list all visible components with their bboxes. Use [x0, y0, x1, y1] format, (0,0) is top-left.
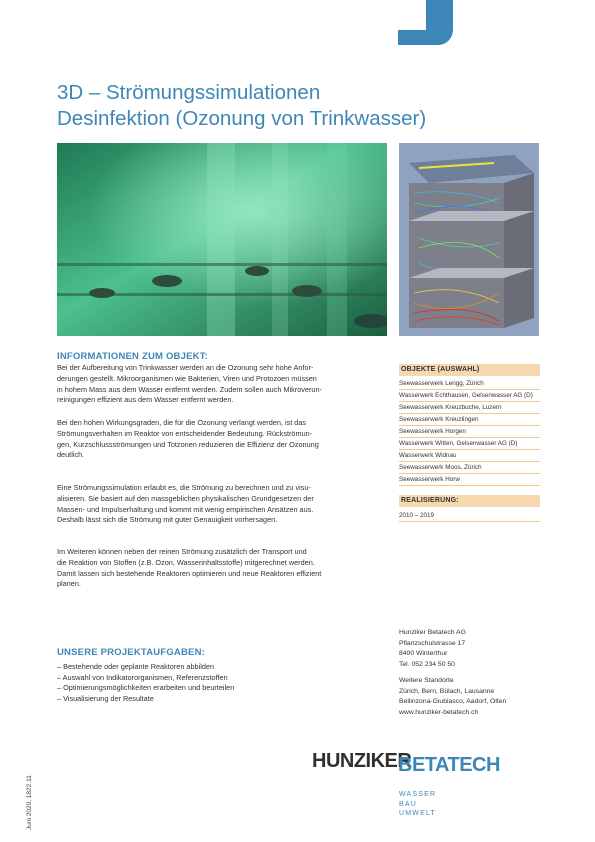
list-item: Wasserwerk Widnau — [399, 450, 540, 462]
list-item: Seewasserwerk Lengg, Zürich — [399, 378, 540, 390]
title-line-1: 3D – Strömungssimulationen — [57, 81, 321, 104]
phone: Tel. 052 234 50 50 — [399, 660, 455, 668]
list-item: Seewasserwerk Moos, Zürich — [399, 462, 540, 474]
info-paragraph-3: Eine Strömungssimulation erlaubt es, die Strömung zu berechnen und zu visu- alisieren. Sie basiert auf den massgeblichen physikalischen Grundgesetzen der Massen- und Impulserhaltung und kommt mit wenig empirischen Ansätzen aus. Deshalb lässt sich die Strömung mit guter Genauigkeit vorhersagen. — [57, 483, 314, 525]
realisierung-heading: REALISIERUNG: — [399, 495, 540, 507]
info-paragraph-4: Im Weiteren können neben der reinen Strömung zusätzlich der Transport und die Reaktion von Stoffen (z.B. Ozon, Wasserinhaltsstoffe) mitgerechnet werden. Damit lassen sich bestehende Reaktoren optimieren und neue Reaktoren effizient planen. — [57, 547, 322, 589]
page-title — [57, 80, 426, 132]
simulation-image — [399, 143, 539, 336]
company-logo — [312, 748, 504, 772]
locations-line-2: Bellinzona-Giubiasco, Aadorf, Olten — [399, 698, 507, 705]
tasks-heading: UNSERE PROJEKTAUFGABEN: — [57, 647, 205, 658]
realisierung-value: 2010 – 2019 — [399, 510, 540, 522]
logo-part-2: BETATECH — [398, 754, 500, 772]
list-item: Seewasserwerk Horgen — [399, 426, 540, 438]
locations-line-1: Zürich, Bern, Bülach, Lausanne — [399, 687, 495, 695]
tagline: WASSER BAU UMWELT — [399, 791, 437, 817]
info-paragraph-1: Bei der Aufbereitung von Trinkwasser werden an die Ozonung sehr hohe Anfor- derungen gestellt. Mikroorganismen wie Bakterien, Viren und Protozoen müssen in hohem Mass aus dem Wasser entfernt werden. Zudem sollen auch Mikroverun- reinigungen effizient aus dem Wasser entfernt werden. — [57, 363, 322, 405]
list-item: Wasserwerk Echthausen, Gelsenwasser AG (D) — [399, 390, 540, 402]
city: 8400 Winterthur — [399, 650, 448, 657]
tasks-list — [57, 662, 234, 704]
logo-part-1: HUNZIKER — [312, 750, 412, 772]
list-item: Seewasserwerk Kreuzlingen — [399, 414, 540, 426]
contact-block — [399, 628, 506, 718]
list-item: – Bestehende oder geplante Reaktoren abbilden — [57, 662, 215, 671]
list-item: Seewasserwerk Kreuzbuche, Luzern — [399, 402, 540, 414]
info-paragraph-2: Bei den hohen Wirkungsgraden, die für die Ozonung verlangt werden, ist das Strömungsverhalten im Reaktor von entscheidender Bedeutung. Rückströmun- gen, Kurzschlussströmungen und Totzonen reduzieren die Effizienz der Ozonung deutlich. — [57, 418, 319, 460]
title-line-2: Desinfektion (Ozonung von Trinkwasser) — [57, 107, 427, 130]
street: Pflanzschulstrasse 17 — [399, 639, 466, 647]
footer-date: Juni 2020, 1822.11 — [26, 775, 33, 830]
list-item: – Auswahl von Indikatororganismen, Referenzstoffen — [57, 672, 228, 682]
website-link[interactable]: www.hunziker-betatech.ch — [399, 708, 479, 716]
objects-heading: OBJEKTE (AUSWAHL) — [399, 364, 540, 376]
info-heading: INFORMATIONEN ZUM OBJEKT: — [57, 351, 209, 362]
list-item: – Visualisierung der Resultate — [57, 693, 154, 703]
brand-mark-icon — [398, 0, 468, 45]
reactor-photo — [57, 143, 387, 336]
list-item: Wasserwerk Witten, Gelsenwasser AG (D) — [399, 438, 540, 450]
list-item: Seewasserwerk Horw — [399, 474, 540, 486]
list-item: – Optimierungsmöglichkeiten erarbeiten und beurteilen — [57, 683, 235, 693]
locations-label: Weitere Standorte — [399, 677, 454, 684]
company-name: Hunziker Betatech AG — [399, 629, 466, 636]
